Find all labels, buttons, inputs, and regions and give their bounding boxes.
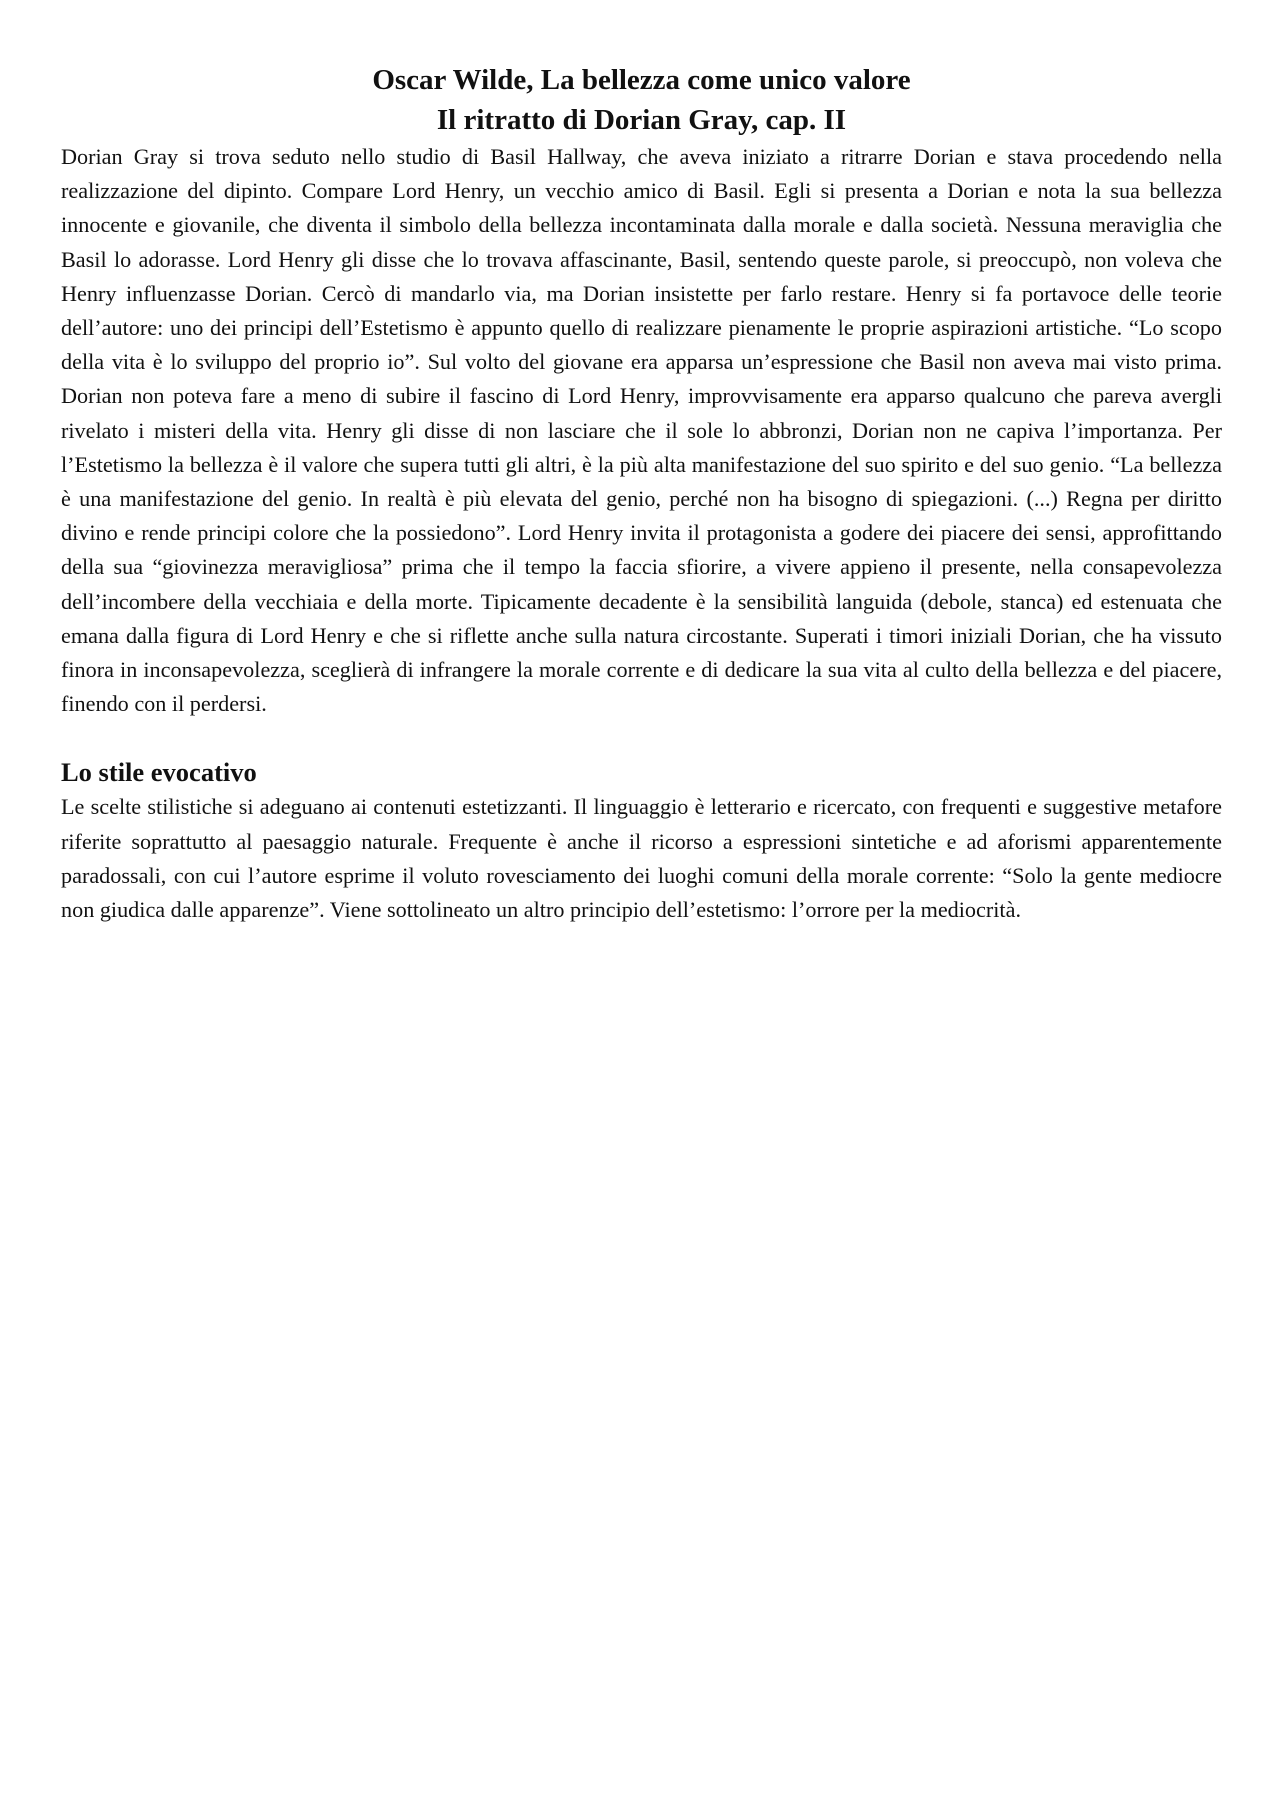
style-paragraph: Le scelte stilistiche si adeguano ai contenuti estetizzanti. Il linguaggio è letterario e ricercato, con frequenti e suggestive metafore riferite soprattutto al paesaggio naturale. Frequente è anche il ricorso a espressioni sintetiche e ad aforismi apparentemente paradossali, con cui l’autore esprime il voluto rovesciamento dei luoghi comuni della morale corrente: “Solo la gente mediocre non giudica dalle apparenze”. Viene sottolineato un altro principio dell’estetismo: l’orrore per la mediocrità.	[61, 794, 1222, 923]
summary-paragraph: Dorian Gray si trova seduto nello studio di Basil Hallway, che aveva iniziato a ritrarre Dorian e stava procedendo nella realizzazione del dipinto. Compare Lord Henry, un vecchio amico di Basil. Egli si presenta a Dorian e nota la sua bellezza innocente e giovanile, che diventa il simbolo della bellezza incontaminata dalla morale e dalla società. Nessuna meraviglia che Basil lo adorasse. Lord Henry gli disse che lo trovava affascinante, Basil, sentendo queste parole, si preoccupò, non voleva che Henry influenzasse Dorian. Cercò di mandarlo via, ma Dorian insistette per farlo restare. Henry si fa portavoce delle teorie dell’autore: uno dei principi dell’Estetismo è appunto quello di realizzare pienamente le proprie aspirazioni artistiche. “Lo scopo della vita è lo sviluppo del proprio io”. Sul volto del giovane era apparsa un’espressione che Basil non aveva mai visto prima. Dorian non poteva fare a meno di subire il fascino di Lord Henry, improvvisamente era apparso qualcuno che pareva avergli rivelato i misteri della vita. Henry gli disse di non lasciare che il sole lo abbronzi, Dorian non ne capiva l’importanza. Per l’Estetismo la bellezza è il valore che supera tutti gli altri, è la più alta manifestazione del suo spirito e del suo genio. “La bellezza è una manifestazione del genio. In realtà è più elevata del genio, perché non ha bisogno di spiegazioni. (...) Regna per diritto divino e rende principi colore che la possiedono”. Lord Henry invita il protagonista a godere dei piacere dei sensi, approfittando della sua “giovinezza meravigliosa” prima che il tempo la faccia sfiorire, a vivere appieno il presente, nella consapevolezza dell’incombere della vecchiaia e della morte. Tipicamente decadente è la sensibilità languida (debole, stanca) ed estenuata che emana dalla figura di Lord Henry e che si riflette anche sulla natura circostante. Superati i timori iniziali Dorian, che ha vissuto finora in inconsapevolezza, sceglierà di infrangere la morale corrente e di dedicare la sua vita al culto della bellezza e del piacere, finendo con il perdersi.	[61, 144, 1222, 717]
title-line-author: Oscar Wilde, La bellezza come unico valore	[372, 64, 911, 96]
document-page	[61, 60, 1222, 927]
document-title	[61, 60, 1222, 140]
title-line-work: Il ritratto di Dorian Gray, cap. II	[436, 104, 847, 136]
section-heading-style: Lo stile evocativo	[61, 757, 257, 788]
